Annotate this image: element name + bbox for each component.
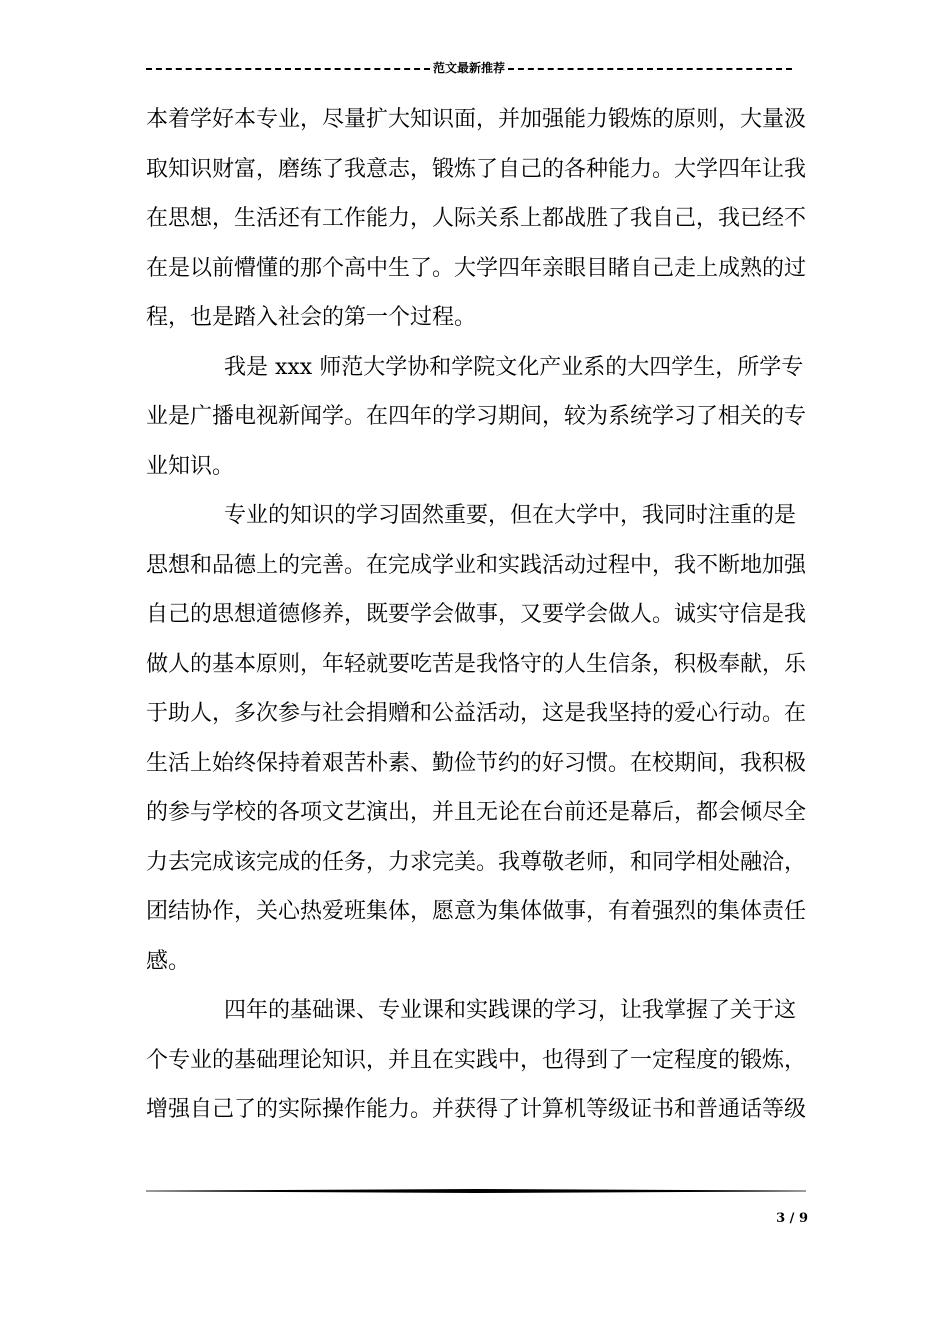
paragraph-line: 力去完成该完成的任务，力求完美。我尊敬老师，和同学相处融洽， (146, 849, 807, 875)
paragraph-line: 业知识。 (146, 453, 235, 479)
header-dash-right (508, 68, 792, 70)
paragraph-line: 做人的基本原则，年轻就要吃苦是我恪守的人生信条，积极奉献，乐 (146, 651, 807, 677)
footer-rule (146, 1189, 806, 1193)
paragraph-line: 思想和品德上的完善。在完成学业和实践活动过程中，我不断地加强 (146, 552, 807, 578)
paragraph-line: 生活上始终保持着艰苦朴素、勤俭节约的好习惯。在校期间，我积极 (146, 750, 807, 776)
paragraph-line: 程，也是踏入社会的第一个过程。 (146, 305, 477, 330)
page-number: 3 / 9 (776, 1211, 808, 1226)
header-title: 范文最新推荐 (433, 61, 506, 75)
paragraph-line: 增强自己了的实际操作能力。并获得了计算机等级证书和普通话等级 (146, 1097, 807, 1122)
paragraph (146, 95, 816, 343)
paragraph-line: 自己的思想道德修养，既要学会做事，又要学会做人。诚实守信是我 (146, 602, 807, 627)
paragraph-line: 在思想，生活还有工作能力，人际关系上都战胜了我自己，我已经不 (146, 206, 807, 231)
paragraph-line: 的参与学校的各项文艺演出，并且无论在台前还是幕后，都会倾尽全 (146, 800, 807, 825)
paragraph-line: 感。 (146, 948, 191, 974)
document-body (146, 95, 816, 1135)
paragraph-line: 业是广播电视新闻学。在四年的学习期间，较为系统学习了相关的专 (146, 404, 807, 429)
page-header (146, 60, 792, 76)
paragraph-line: 团结协作，关心热爱班集体，愿意为集体做事，有着强烈的集体责任 (146, 899, 807, 924)
paragraph-line: 于助人，多次参与社会捐赠和公益活动，这是我坚持的爱心行动。在 (146, 701, 807, 726)
paragraph-line: 本着学好本专业，尽量扩大知识面，并加强能力锻炼的原则，大量汲 (146, 107, 807, 132)
paragraph-line: 我是 xxx 师范大学协和学院文化产业系的大四学生，所学专 (224, 354, 804, 380)
paragraph-line: 在是以前懵懂的那个高中生了。大学四年亲眼目睹自己走上成熟的过 (146, 255, 807, 281)
paragraph-line: 取知识财富，磨练了我意志，锻炼了自己的各种能力。大学四年让我 (146, 156, 807, 182)
paragraph-line: 四年的基础课、专业课和实践课的学习，让我掌握了关于这 (224, 998, 797, 1023)
header-dash-left (146, 68, 430, 70)
footer-rule-graphic (146, 1189, 806, 1193)
paragraph (146, 986, 816, 1135)
paragraph (146, 343, 816, 492)
paragraph-line: 专业的知识的学习固然重要，但在大学中，我同时注重的是 (224, 503, 797, 528)
paragraph (146, 491, 816, 986)
paragraph-line: 个专业的基础理论知识，并且在实践中，也得到了一定程度的锻炼， (146, 1047, 807, 1073)
